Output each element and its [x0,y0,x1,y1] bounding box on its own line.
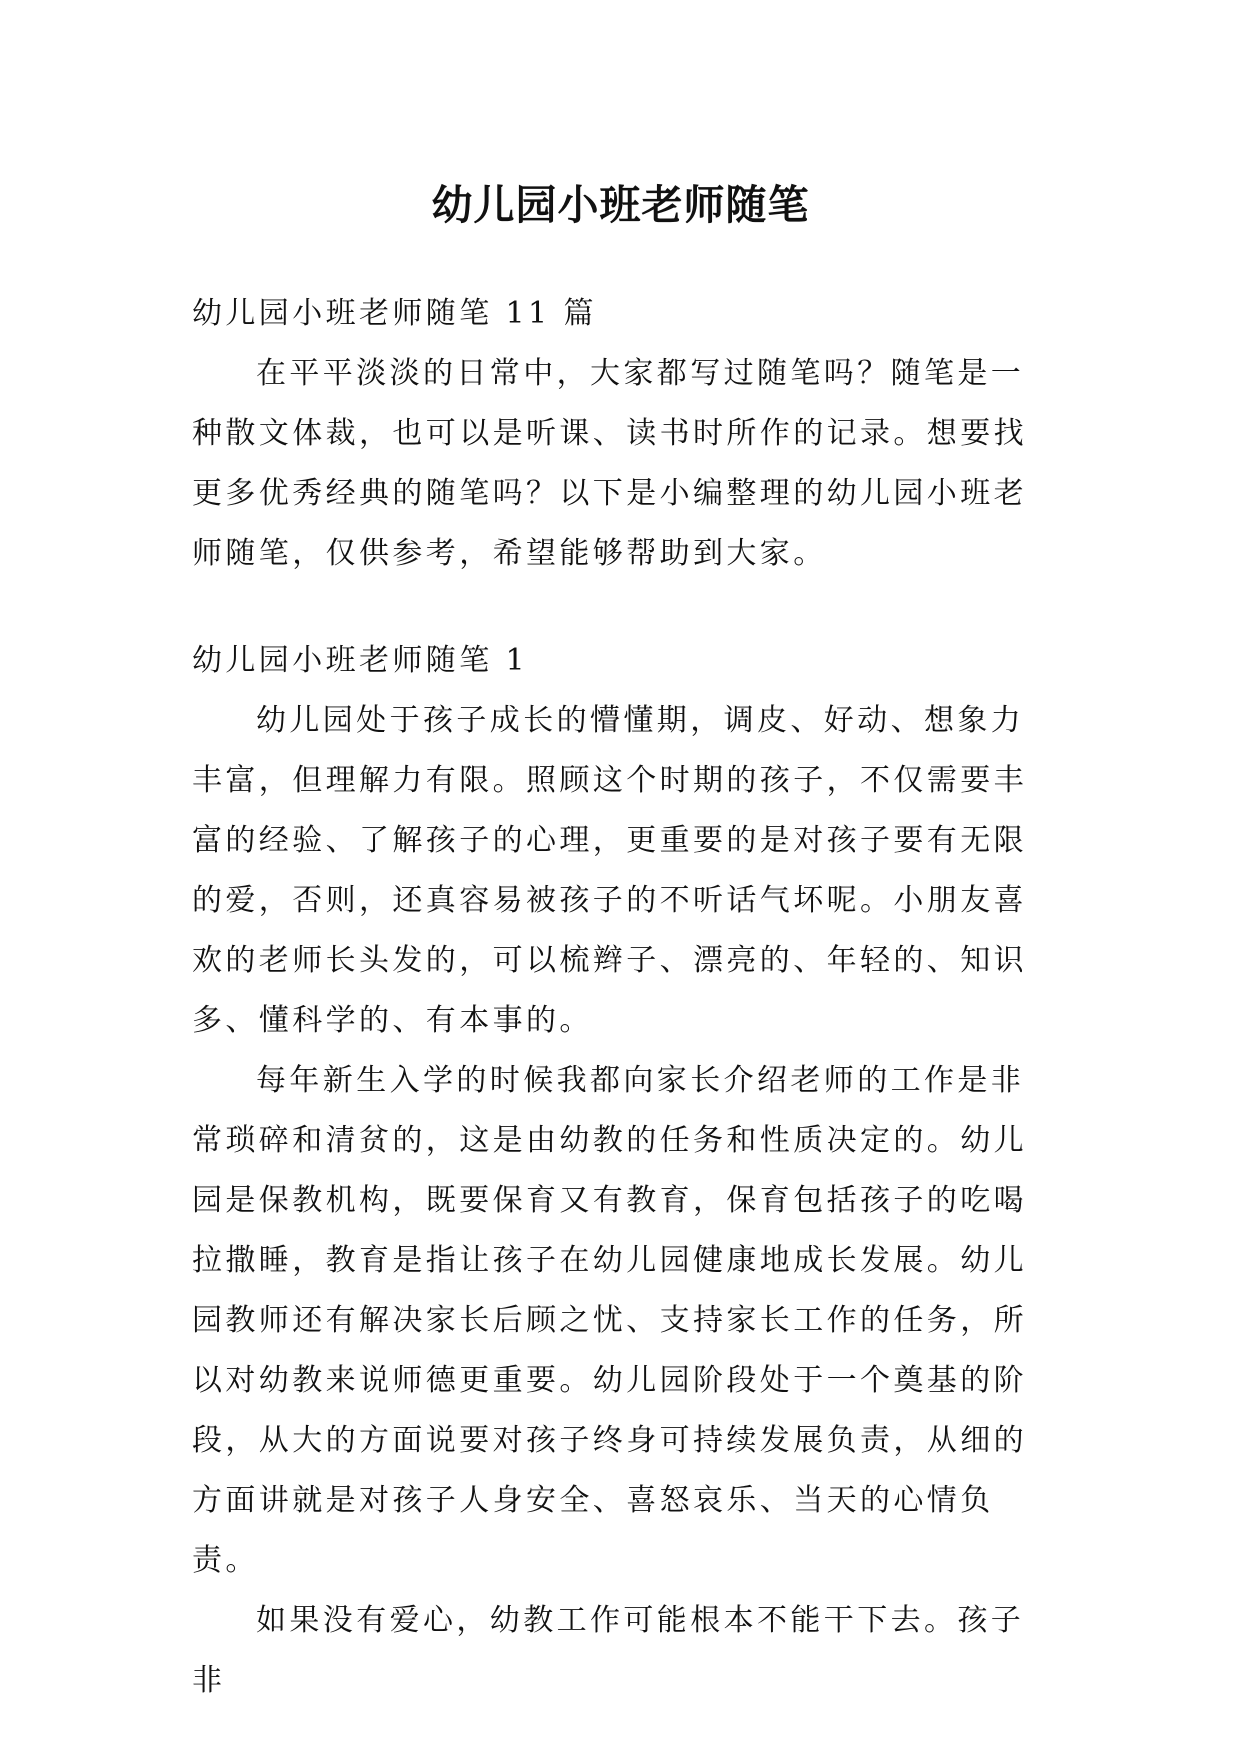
body-paragraph: 每年新生入学的时候我都向家长介绍老师的工作是非常琐碎和清贫的，这是由幼教的任务和性质决定的。幼儿园是保教机构，既要保育又有教育，保育包括孩子的吃喝拉撒睡，教育是指让孩子在幼儿园健康地成长发展。幼儿园教师还有解决家长后顾之忧、支持家长工作的任务，所以对幼教来说师德更重要。幼儿园阶段处于一个奠基的阶段，从大的方面说要对孩子终身可持续发展负责，从细的方面讲就是对孩子人身安全、喜怒哀乐、当天的心情负责。 [192,1063,1027,1578]
intro-paragraph: 在平平淡淡的日常中，大家都写过随笔吗？随笔是一种散文体裁，也可以是听课、读书时所作的记录。想要找更多优秀经典的随笔吗？以下是小编整理的幼儿园小班老师随笔，仅供参考，希望能够帮助到大家。 [192,356,1027,571]
body-paragraph: 如果没有爱心，幼教工作可能根本不能干下去。孩子非 [192,1603,1025,1698]
section-1 [192,631,1052,1711]
section-heading: 幼儿园小班老师随笔 1 [192,643,529,678]
intro-section [192,284,1052,584]
page-title: 幼儿园小班老师随笔 [431,181,810,230]
body-paragraph: 幼儿园处于孩子成长的懵懂期，调皮、好动、想象力丰富，但理解力有限。照顾这个时期的孩子，不仅需要丰富的经验、了解孩子的心理，更重要的是对孩子要有无限的爱，否则，还真容易被孩子的不听话气坏呢。小朋友喜欢的老师长头发的，可以梳辫子、漂亮的、年轻的、知识多、懂科学的、有本事的。 [192,703,1027,1038]
subtitle: 幼儿园小班老师随笔 11 篇 [192,296,597,331]
